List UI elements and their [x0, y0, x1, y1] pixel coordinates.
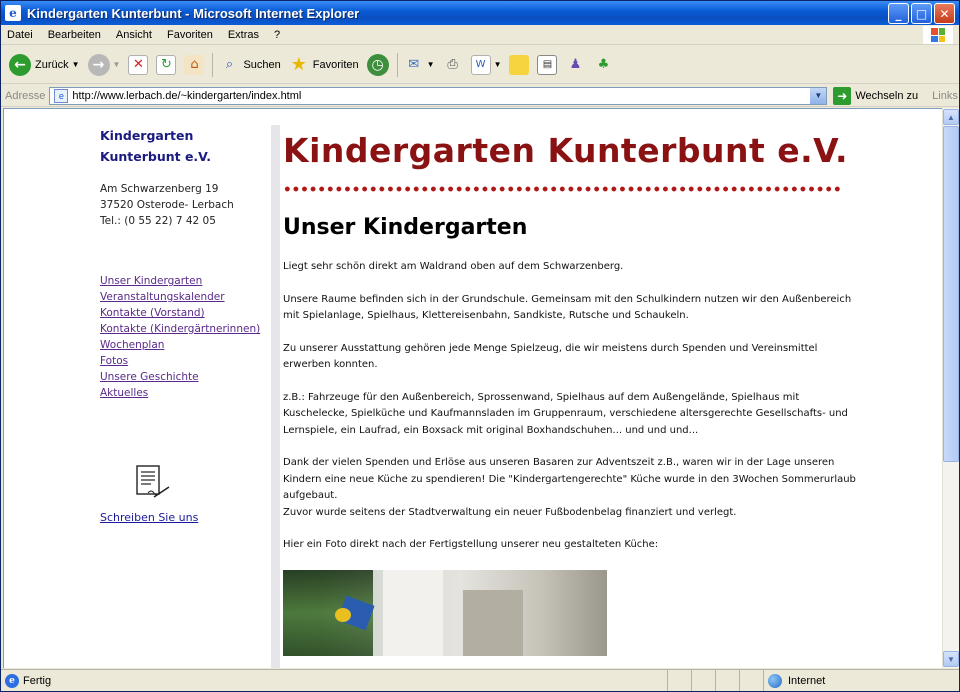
address-bar — [1, 85, 959, 107]
home-icon: ⌂ — [184, 55, 204, 75]
history-icon: ◷ — [367, 54, 389, 76]
paragraph: Zuvor wurde seitens der Stadtverwaltung ein neuer Fußbodenbelag finanziert und verlegt. — [283, 506, 737, 518]
site-name-line2: Kunterbunt e.V. — [100, 149, 211, 164]
stop-icon: ✕ — [128, 55, 148, 75]
history-button[interactable] — [367, 54, 389, 76]
search-label: Suchen — [243, 58, 281, 71]
dotted-divider — [283, 185, 843, 193]
site-name-line1: Kindergarten — [100, 128, 194, 143]
search-button[interactable] — [219, 55, 280, 75]
users-icon: ♣ — [597, 57, 610, 72]
menu-bearbeiten[interactable]: Bearbeiten — [47, 28, 101, 41]
nav-link-unsere-geschichte[interactable]: Unsere Geschichte — [100, 371, 199, 383]
menu-ansicht[interactable]: Ansicht — [115, 28, 152, 41]
forward-arrow-icon: → — [88, 54, 110, 76]
back-dropdown-icon[interactable]: ▼ — [71, 60, 80, 69]
page-icon: e — [54, 89, 68, 103]
mail-button[interactable] — [404, 55, 435, 75]
word-edit-icon: W — [471, 55, 491, 75]
menu-datei[interactable]: Datei — [7, 28, 33, 41]
main-content — [283, 127, 863, 656]
city: 37520 Osterode- Lerbach — [100, 199, 234, 211]
letter-pen-icon[interactable] — [134, 463, 172, 501]
refresh-button[interactable] — [156, 55, 176, 75]
paragraph: Hier ein Foto direkt nach der Fertigstellung unserer neu gestalteten Küche: — [283, 539, 659, 550]
page-viewport[interactable] — [3, 108, 942, 668]
favorites-button[interactable] — [289, 55, 359, 75]
status-cell — [739, 670, 763, 691]
toolbar-separator — [397, 53, 398, 77]
nav-link-veranstaltungskalender[interactable]: Veranstaltungskalender — [100, 291, 225, 303]
menu-extras[interactable]: Extras — [227, 28, 260, 41]
paragraph: Zu unserer Ausstattung gehören jede Menge Spielzeug, die wir meistens durch Spenden und Vereinsmittel erwerben konnten. — [283, 342, 818, 370]
minimize-button[interactable]: _ — [888, 3, 909, 24]
status-bar — [1, 669, 959, 691]
section-heading: Unser Kindergarten — [283, 215, 528, 240]
nav-link-kontakte-kindergaertnerinnen[interactable]: Kontakte (Kindergärtnerinnen) — [100, 323, 261, 335]
ie-page-icon: e — [5, 674, 19, 688]
mail-icon: ✉ — [408, 57, 420, 72]
edit-dropdown-icon[interactable]: ▼ — [493, 60, 502, 69]
toolbar-separator — [212, 53, 213, 77]
home-button[interactable] — [184, 55, 204, 75]
paragraph: Dank der vielen Spenden und Erlöse aus unseren Basaren zur Adventszeit z.B., waren wir in der Lage unseren Kindern eine neue Küche zu spendieren! Die "Kindergartengerechte" Küche wurde in den 3Wochen Sommerurlaub aufgebaut. — [283, 457, 856, 501]
messenger-icon: ♟ — [569, 57, 582, 72]
title-bar[interactable] — [1, 1, 959, 25]
windows-logo-icon — [923, 26, 953, 44]
menu-favoriten[interactable]: Favoriten — [166, 28, 213, 41]
status-cell — [667, 670, 691, 691]
star-icon: ★ — [290, 54, 307, 75]
note-icon — [509, 55, 529, 75]
nav-link-unser-kindergarten[interactable]: Unser Kindergarten — [100, 275, 203, 287]
scroll-up-icon[interactable]: ▲ — [943, 109, 959, 125]
favorites-label: Favoriten — [312, 58, 359, 71]
address-input[interactable] — [72, 90, 812, 102]
paragraph: Liegt sehr schön direkt am Waldrand oben auf dem Schwarzenberg. — [283, 261, 624, 272]
close-button[interactable]: ✕ — [934, 3, 955, 24]
toolbar — [1, 46, 959, 84]
paragraph: Unsere Raume befinden sich in der Grundschule. Gemeinsam mit den Schulkindern nutzen wir den Außenbereich mit Spielanlage, Spielhaus, Klettereisenbahn, Sandkiste, Rutsche und Schaukeln. — [283, 293, 852, 321]
refresh-icon: ↻ — [156, 55, 176, 75]
discuss-button[interactable] — [509, 55, 529, 75]
nav-link-fotos[interactable]: Fotos — [100, 355, 129, 367]
maximize-button[interactable]: □ — [911, 3, 932, 24]
address-dropdown-icon[interactable]: ▼ — [810, 88, 826, 104]
msn-button[interactable] — [593, 55, 613, 75]
printer-icon: ⎙ — [447, 57, 458, 72]
security-zone[interactable] — [763, 670, 959, 691]
go-button[interactable] — [833, 87, 918, 105]
go-label: Wechseln zu — [855, 89, 919, 102]
go-arrow-icon: ➜ — [833, 87, 851, 105]
edit-button[interactable] — [471, 55, 502, 75]
search-icon: ⌕ — [225, 57, 234, 72]
paragraph: z.B.: Fahrzeuge für den Außenbereich, Sprossenwand, Spielhaus auf dem Außengelände, Spielhaus mit Kuschelecke, Spielküche und Kaufmannsladen im Gruppenraum, verschiedene altersgerechte Gesellschafts- und Lernspiele, ein Laufrad, ein Boxsack mit original Boxhandschuhen... und und und... — [283, 391, 848, 436]
kitchen-photo — [283, 570, 607, 656]
stop-button[interactable] — [128, 55, 148, 75]
address-field[interactable] — [49, 87, 827, 105]
nav-link-kontakte-vorstand[interactable]: Kontakte (Vorstand) — [100, 307, 205, 319]
vertical-scrollbar[interactable] — [942, 108, 959, 668]
nav-link-wochenplan[interactable]: Wochenplan — [100, 339, 165, 351]
print-button[interactable] — [443, 55, 463, 75]
write-us-link[interactable]: Schreiben Sie uns — [100, 511, 199, 524]
nav-links — [100, 273, 270, 401]
address-label: Adresse — [5, 89, 46, 102]
back-arrow-icon: ← — [9, 54, 31, 76]
menu-bar — [1, 25, 959, 45]
research-button[interactable] — [537, 55, 557, 75]
column-divider — [271, 125, 280, 668]
forward-button[interactable] — [88, 54, 121, 76]
messenger-button[interactable] — [565, 55, 585, 75]
zone-label: Internet — [788, 674, 826, 687]
forward-dropdown-icon[interactable]: ▼ — [112, 60, 121, 69]
back-label: Zurück — [35, 58, 69, 71]
mail-dropdown-icon[interactable]: ▼ — [426, 60, 435, 69]
menu-help[interactable]: ? — [274, 28, 281, 41]
status-cell — [715, 670, 739, 691]
document-icon: ▤ — [537, 55, 557, 75]
nav-link-aktuelles[interactable]: Aktuelles — [100, 387, 149, 399]
links-button[interactable]: Links — [932, 89, 958, 102]
phone: Tel.: (0 55 22) 7 42 05 — [100, 215, 216, 227]
sidebar — [100, 125, 270, 524]
globe-icon — [768, 674, 782, 688]
window-title: Kindergarten Kunterbunt - Microsoft Internet Explorer — [27, 5, 360, 21]
street: Am Schwarzenberg 19 — [100, 183, 219, 195]
page-heading: Kindergarten Kunterbunt e.V. — [283, 131, 848, 170]
scroll-thumb[interactable] — [943, 126, 959, 462]
ie-icon: e — [5, 5, 21, 21]
status-text: Fertig — [23, 674, 52, 687]
status-cell — [691, 670, 715, 691]
scroll-down-icon[interactable]: ▼ — [943, 651, 959, 667]
back-button[interactable] — [9, 54, 80, 76]
